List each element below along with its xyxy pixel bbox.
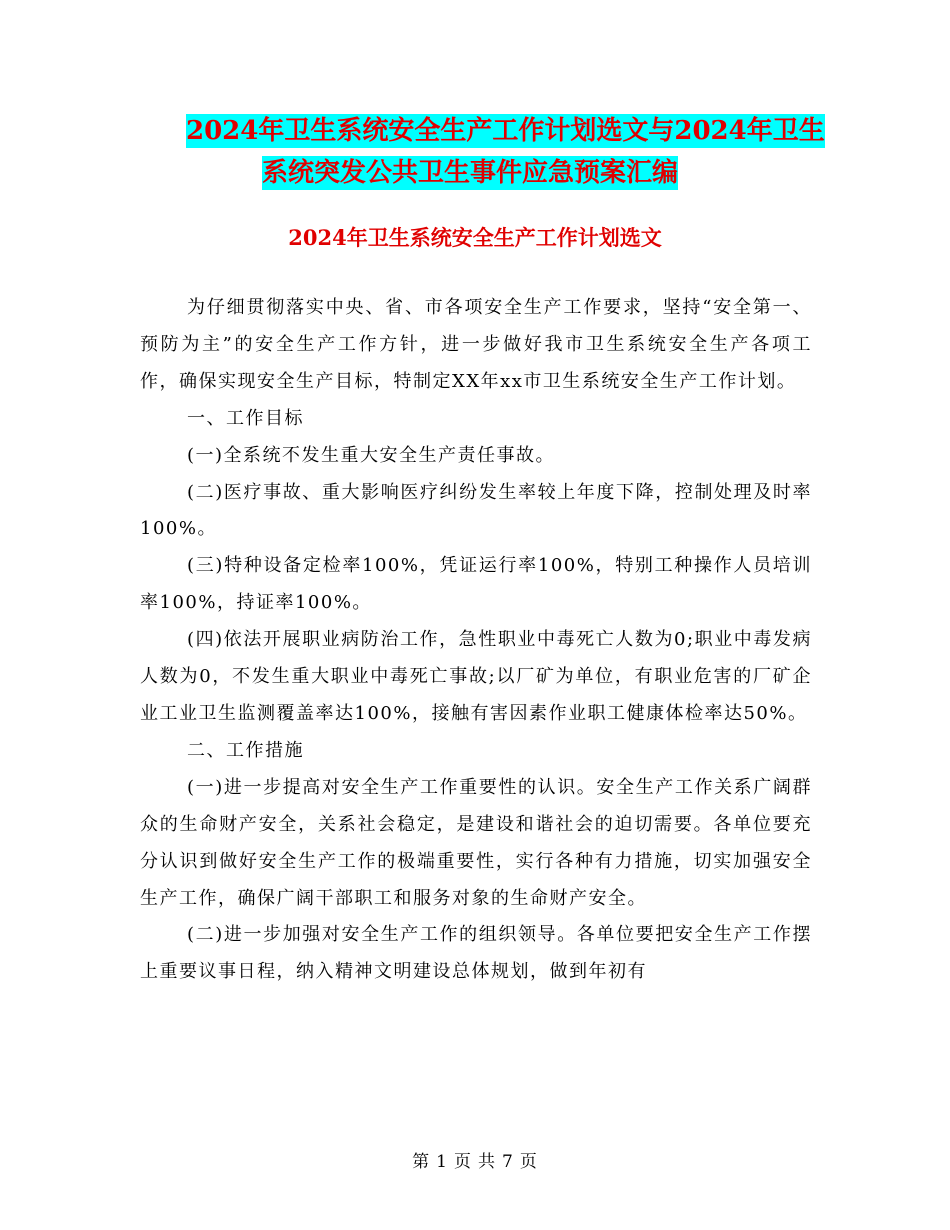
paragraph-goal-4: (四)依法开展职业病防治工作，急性职业中毒死亡人数为0;职业中毒发病人数为0，不发生重大职业中毒死亡事故;以厂矿为单位，有职业危害的厂矿企业工业卫生监测覆盖率达100%，接触有害因素作业职工健康体检率达50%。 xyxy=(140,629,812,724)
footer-page-word: 页 xyxy=(454,1152,472,1172)
paragraph-goal-1: (一)全系统不发生重大安全生产责任事故。 xyxy=(187,444,556,466)
title-line-2: 系统突发公共卫生事件应急预案汇编 xyxy=(262,158,679,188)
heading-work-measures: 二、工作措施 xyxy=(187,739,304,761)
footer-suffix: 页 xyxy=(519,1152,538,1172)
footer-page-number: 1 xyxy=(436,1152,448,1172)
page-footer xyxy=(0,1150,950,1174)
footer-total-pages: 7 xyxy=(502,1152,514,1172)
paragraph-intro: 为仔细贯彻落实中央、省、市各项安全生产工作要求，坚持“安全第一、预防为主”的安全生产工作方针，进一步做好我市卫生系统安全生产各项工作，确保实现安全生产目标，特制定XX年xx市卫生系统安全生产工作计划。 xyxy=(140,297,812,392)
paragraph-goal-3: (三)特种设备定检率100%，凭证运行率100%，特别工种操作人员培训率100%，持证率100%。 xyxy=(140,555,812,614)
paragraph-goal-2: (二)医疗事故、重大影响医疗纠纷发生率较上年度下降，控制处理及时率100%。 xyxy=(140,481,812,540)
paragraph-measure-2: (二)进一步加强对安全生产工作的组织领导。各单位要把安全生产工作摆上重要议事日程，纳入精神文明建设总体规划，做到年初有 xyxy=(140,924,812,983)
document-body xyxy=(140,290,812,991)
heading-work-goals: 一、工作目标 xyxy=(187,407,304,429)
section-title: 2024年卫生系统安全生产工作计划选文 xyxy=(288,225,662,250)
footer-total-word: 共 xyxy=(478,1152,496,1172)
document-title xyxy=(140,110,825,194)
footer-prefix: 第 xyxy=(412,1152,431,1172)
title-line-1: 2024年卫生系统安全生产工作计划选文与2024年卫生 xyxy=(186,116,825,146)
paragraph-measure-1: (一)进一步提高对安全生产工作重要性的认识。安全生产工作关系广阔群众的生命财产安全，关系社会稳定，是建设和谐社会的迫切需要。各单位要充分认识到做好安全生产工作的极端重要性，实行各种有力措施，切实加强安全生产工作，确保广阔干部职工和服务对象的生命财产安全。 xyxy=(140,776,812,909)
